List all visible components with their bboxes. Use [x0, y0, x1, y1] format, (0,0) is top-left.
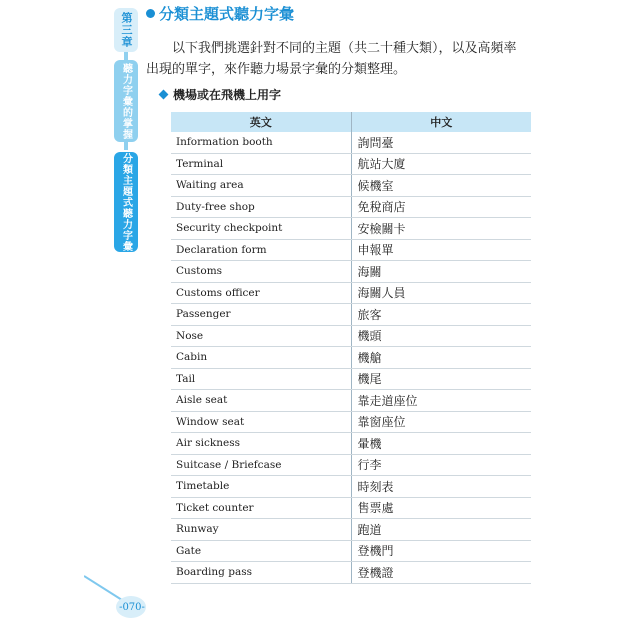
page-number: -070- [119, 601, 145, 613]
section-tab-listening-vocab[interactable]: 聽力字彙的掌握 [114, 60, 138, 142]
chinese-term: 登機證 [351, 562, 531, 584]
table-row [171, 519, 531, 541]
chinese-term: 安檢關卡 [351, 218, 531, 240]
english-term: Declaration form [171, 239, 351, 261]
table-row [171, 239, 531, 261]
english-term: Air sickness [171, 433, 351, 455]
chinese-term: 機尾 [351, 368, 531, 390]
english-term: Security checkpoint [171, 218, 351, 240]
english-term: Aisle seat [171, 390, 351, 412]
table-row [171, 196, 531, 218]
table-header-row [171, 112, 531, 132]
table-row [171, 540, 531, 562]
chinese-term: 機頭 [351, 325, 531, 347]
column-header-english: 英文 [171, 112, 351, 132]
chinese-term: 免稅商店 [351, 196, 531, 218]
english-term: Gate [171, 540, 351, 562]
chinese-term: 海關 [351, 261, 531, 283]
english-term: Passenger [171, 304, 351, 326]
table-row [171, 411, 531, 433]
chinese-term: 暈機 [351, 433, 531, 455]
intro-line-2: 出現的單字，來作聽力場景字彙的分類整理。 [146, 62, 407, 77]
english-term: Nose [171, 325, 351, 347]
chinese-term: 詢問臺 [351, 132, 531, 153]
tab-connector [124, 142, 128, 150]
table-row [171, 325, 531, 347]
table-row [171, 261, 531, 283]
table-row [171, 390, 531, 412]
chinese-term: 候機室 [351, 175, 531, 197]
table-row [171, 454, 531, 476]
side-tabs [84, 0, 138, 260]
chinese-term: 旅客 [351, 304, 531, 326]
diamond-bullet-icon [159, 89, 169, 99]
english-term: Boarding pass [171, 562, 351, 584]
chinese-term: 航站大廈 [351, 153, 531, 175]
chinese-term: 申報單 [351, 239, 531, 261]
intro-paragraph [146, 38, 550, 80]
chinese-term: 登機門 [351, 540, 531, 562]
vocab-table [171, 112, 531, 584]
tab-connector [124, 52, 128, 60]
english-term: Window seat [171, 411, 351, 433]
intro-line-1: 以下我們挑選針對不同的主題（共二十種大類），以及高頻率 [172, 41, 517, 56]
chapter-tab[interactable]: 第三章 [114, 8, 138, 52]
table-row [171, 132, 531, 153]
english-term: Ticket counter [171, 497, 351, 519]
english-term: Tail [171, 368, 351, 390]
chinese-term: 機艙 [351, 347, 531, 369]
section-tab-topic-vocab[interactable]: 分類主題式聽力字彙 [114, 152, 138, 252]
chinese-term: 海關人員 [351, 282, 531, 304]
table-row [171, 497, 531, 519]
english-term: Waiting area [171, 175, 351, 197]
table-row [171, 218, 531, 240]
table-row [171, 476, 531, 498]
english-term: Customs officer [171, 282, 351, 304]
table-row [171, 562, 531, 584]
bullet-dot-icon [146, 9, 155, 18]
chinese-term: 售票處 [351, 497, 531, 519]
english-term: Runway [171, 519, 351, 541]
chinese-term: 靠走道座位 [351, 390, 531, 412]
table-row [171, 347, 531, 369]
chinese-term: 靠窗座位 [351, 411, 531, 433]
subheading [160, 86, 281, 102]
english-term: Cabin [171, 347, 351, 369]
english-term: Terminal [171, 153, 351, 175]
english-term: Timetable [171, 476, 351, 498]
subheading-text: 機場或在飛機上用字 [173, 87, 282, 102]
english-term: Customs [171, 261, 351, 283]
chinese-term: 時刻表 [351, 476, 531, 498]
table-row [171, 153, 531, 175]
chinese-term: 行李 [351, 454, 531, 476]
english-term: Suitcase / Briefcase [171, 454, 351, 476]
table-row [171, 304, 531, 326]
table-row [171, 282, 531, 304]
section-heading-text: 分類主題式聽力字彙 [159, 4, 295, 23]
table-row [171, 433, 531, 455]
english-term: Duty-free shop [171, 196, 351, 218]
english-term: Information booth [171, 132, 351, 153]
table-row [171, 175, 531, 197]
column-header-chinese: 中文 [351, 112, 531, 132]
section-heading [146, 4, 294, 22]
table-row [171, 368, 531, 390]
chinese-term: 跑道 [351, 519, 531, 541]
